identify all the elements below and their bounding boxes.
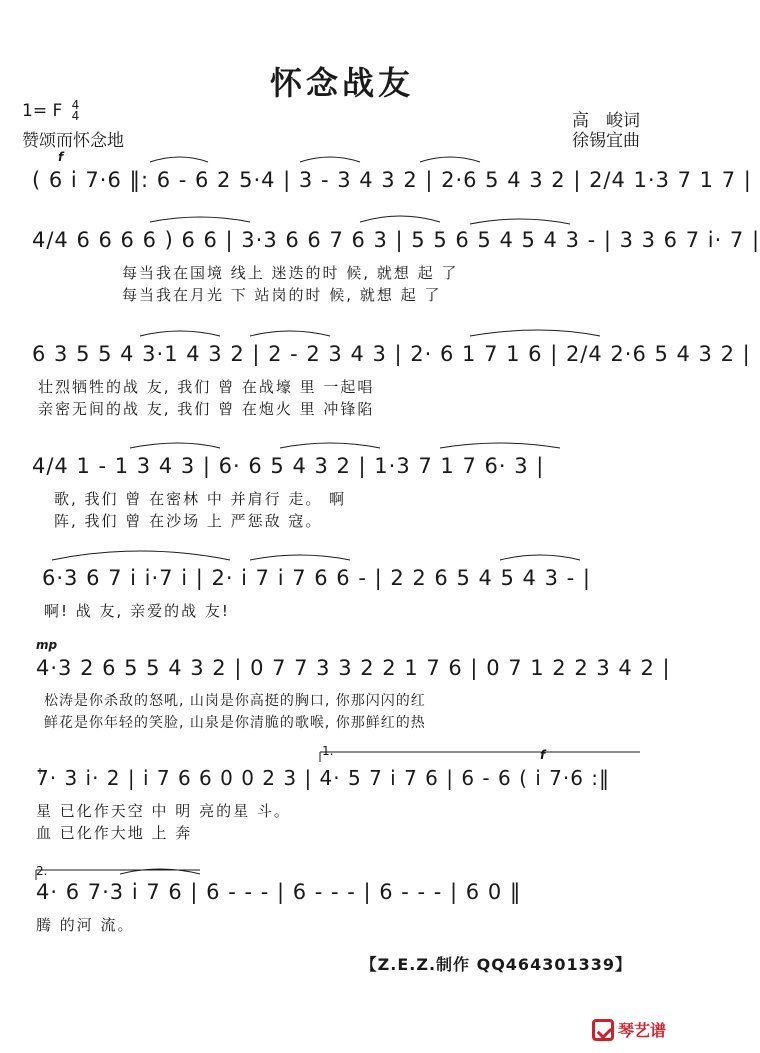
song-title: 怀念战友 — [269, 64, 414, 102]
time-bottom: 4 — [71, 109, 80, 123]
lyrics-line-3-verse-2: 亲密无间的战 友, 我们 曾 在炮火 里 冲锋陷 — [38, 400, 375, 418]
music-line-6: 4·3 2 6 5 5 4 3 2 | 0 7 7 3 3 2 2 1 7 6 | 0 7 1 2 2 3 4 2 | — [36, 656, 671, 680]
lyrics-line-2-verse-1: 每当我在国境 线上 迷迭的时 候, 就想 起 了 — [122, 264, 459, 282]
music-line-2: 4/4 6 6 6 6 ) 6 6 | 3·3 6 6 7 6 3 | 5 5 6 5 4 5 4 3 - | 3 3 6 7 i· 7 | — [32, 228, 760, 252]
dynamic-mark: f — [58, 150, 64, 164]
site-logo — [592, 1018, 666, 1041]
music-line-5: 6·3 6 7 i i·7 i | 2· i 7 i 7 6 6 - | 2 2 6 5 4 5 4 3 - | — [42, 566, 591, 590]
expression-marking: 赞颂而怀念地 — [22, 131, 124, 151]
composer-credit: 徐锡宜曲 — [572, 131, 640, 151]
logo-icon — [592, 1019, 614, 1041]
volta-2: 2. — [36, 864, 48, 878]
lyrics-line-6-verse-1: 松涛是你杀敌的怒吼, 山岗是你高挺的胸口, 你那闪闪的红 — [44, 693, 426, 709]
music-line-7: 7· 3 i· 2 | i 7 6 6 0 0 2 3 | 4· 5 7 i 7 6 | 6 - 6 ( i 7·6 :‖ — [36, 766, 611, 790]
key-label: 1= F — [22, 101, 63, 121]
music-line-8: 4· 6 7·3 i 7 6 | 6 - - - | 6 - - - | 6 - - - | 6 0 ‖ — [36, 880, 522, 904]
lyrics-line-8-verse-1: 腾 的河 流。 — [36, 916, 135, 934]
music-line-4: 4/4 1 - 1 3 4 3 | 6· 6 5 4 3 2 | 1·3 7 1 7 6· 3 | — [32, 454, 545, 478]
music-line-1: ( 6 i 7·6 ‖: 6 - 6 2 5·4 | 3 - 3 4 3 2 | 2·6 5 4 3 2 | 2/4 1·3 7 1 7 | — [32, 168, 752, 192]
lyricist-credit: 高 峻词 — [572, 111, 640, 131]
lyrics-line-7-verse-2: 血 已化作大地 上 奔 — [36, 824, 193, 842]
lyrics-line-4-verse-1: 歌, 我们 曾 在密林 中 并肩行 走。 啊 — [54, 490, 347, 508]
lyrics-line-2-verse-2: 每当我在月光 下 站岗的时 候, 就想 起 了 — [122, 286, 442, 304]
lyrics-line-7-verse-1: 星 已化作天空 中 明 亮的星 斗。 — [36, 802, 291, 820]
lyrics-line-6-verse-2: 鲜花是你年轻的笑脸, 山泉是你清脆的歌喉, 你那鲜红的热 — [44, 715, 426, 731]
lyrics-line-4-verse-2: 阵, 我们 曾 在沙场 上 严惩敌 寇。 — [54, 512, 323, 530]
music-line-3: 6 3 5 5 4 3·1 4 3 2 | 2 - 2 3 4 3 | 2· 6 1 7 1 6 | 2/4 2·6 5 4 3 2 | — [32, 342, 751, 366]
lyrics-line-3-verse-1: 壮烈牺牲的战 友, 我们 曾 在战壕 里 一起唱 — [38, 378, 375, 396]
dynamic-mark-mp: mp — [36, 638, 58, 652]
volta-1: 1. — [322, 744, 334, 758]
lyrics-line-5-verse-1: 啊! 战 友, 亲爱的战 友! — [44, 602, 230, 620]
logo-text: 琴艺谱 — [617, 1021, 666, 1040]
credit-text: 【Z.E.Z.制作 QQ464301339】 — [360, 955, 632, 974]
time-top: 4 — [71, 98, 80, 112]
dynamic-mark-ending: f — [540, 748, 546, 762]
